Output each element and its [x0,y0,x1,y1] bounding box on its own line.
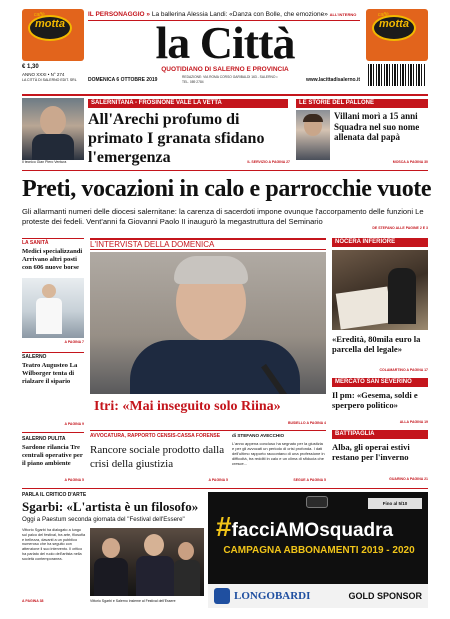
main-story-more[interactable]: DE STEFANO ALLE PAGINE 2 E 3 [372,226,428,230]
young-player-photo [296,110,330,160]
newspaper-subtitle: QUOTIDIANO DI SALERNO E PROVINCIA [161,66,289,73]
left-story2-kicker: SALERNO [22,354,47,360]
top-story-headline[interactable]: All'Arechi profumo di primato I granata sfidano l'emergenza [88,111,265,166]
left-story1-headline[interactable]: Medici specializzandi Arrivano altri posti con 606 nuove borse [22,248,83,271]
coach-photo-caption: Il tecnico Gian Piero Ventura [22,160,67,164]
side-story-more[interactable]: MOSCA A PAGINA 30 [392,160,428,164]
teaser-kicker: IL PERSONAGGIO [88,11,145,18]
ad-sponsor-tag: GOLD SPONSOR [348,591,422,601]
side-story-kicker: LE STORIE DEL PALLONE [296,99,428,108]
right-story2-kicker: MERCATO SAN SEVERINO [332,378,428,387]
left-story2-more[interactable]: A PAGINA 9 [64,422,84,426]
website[interactable]: www.lacittadisalerno.it [306,77,360,83]
ad-hashtag: facciAMOsquadra [231,520,394,541]
right-story1-headline[interactable]: «Eredità, 80mila euro la parcella del legale» [332,334,421,354]
column-byline: di STEFANO AVECCHIO [232,433,285,438]
bottom-story-subhead: Oggi a Paestum seconda giornata del "Festival dell'Essere" [22,516,185,523]
barcode [368,64,426,86]
promo-logo-small-text: caffè [378,12,389,18]
ad-campaign: CAMPAGNA ABBONAMENTI 2019 - 2020 [223,545,415,556]
promo-logo-text: motta [379,18,409,30]
main-summary: Gli allarmanti numeri delle diocesi salernitane: la carenza di sacerdoti impone ovunque l'accorpamento delle funzioni Le proteste dei fedeli. Vent'anni fa Giovanni Paolo II inaugurò la megastruttura del Seminario [22,207,424,226]
subscription-ad[interactable] [208,492,428,608]
sgarbi-photo-caption: Vittorio Sgarbi e Salerno insieme al Festival dell'Essere [90,599,176,603]
right-story3-kicker: BATTIPAGLIA [332,430,428,439]
lawyers-headline[interactable]: Rancore sociale prodotto dalla crisi della giustizia [90,444,225,470]
top-story-more[interactable]: IL SERVIZIO A PAGINA 27 [247,160,290,164]
right-story2-more[interactable]: ALLA PAGINA 19 [399,420,428,424]
masthead-rule [22,94,428,96]
left-col-rule [22,238,84,239]
ad-badge: Fino al 5/10 [368,498,422,509]
left-story1-more[interactable]: A PAGINA 7 [64,340,84,344]
promo-logo-left[interactable] [22,9,84,61]
price: € 1,30 [22,64,39,70]
lawyers-rule [90,430,326,431]
hashtag-symbol: # [216,511,232,542]
lawyers-kicker: AVVOCATURA, RAPPORTO CENSIS-CASSA FORENSE [90,433,221,439]
interview-kicker-bar [90,238,326,250]
coach-photo [22,98,84,160]
side-story-headline[interactable]: Villani morì a 15 anni Squadra nel suo nome allenata dal papà [334,111,420,142]
date-line: DOMENICA 6 OTTOBRE 2019 [88,77,158,83]
club-crest-icon [306,496,328,508]
main-headline[interactable]: Preti, vocazioni in calo e parrocchie vuote [22,176,432,202]
edition-publisher: LA CITTÀ DI SALERNO EDIT. SRL [22,78,77,82]
masthead-info: REDAZIONE: VIA ROMA CORSO GARIBALDI 163 - SALERNO • TEL. 089 2784 [182,75,278,84]
right-story2-headline[interactable]: Il pm: «Gesema, soldi e sperpero politico» [332,390,418,410]
bottom-story-text: Vittorio Sgarbi ha dialogato a lungo sul palco del festival, tra arte, filosofia e bellezza, davanti a un pubblico numeroso che ha seguito con attenzione il suo intervento. Il critico ha parlato del ruolo dell'artista nella società contemporanea. [22,528,86,561]
right-story3-headline[interactable]: Alba, gli operai estivi restano per l'inverno [332,442,410,462]
bottom-story-more[interactable]: A PAGINA 38 [22,599,44,603]
edition-number: ANNO XXXI • N° 274 [22,72,65,77]
promo-logo-small-text: caffè [34,12,45,18]
teaser-text: La ballerina Alessia Landi: «Danza con Bolle, che emozione» [151,11,328,18]
right-story3-more[interactable]: GUARINO A PAGINA 21 [389,477,428,481]
promo-logo-right[interactable] [366,9,428,61]
left-story3-headline[interactable]: Sardone rilancia Tre centrali operative per il piano ambiente [22,444,83,467]
section-rule [22,170,428,171]
left-story2-headline[interactable]: Teatro Augusteo La Wilborger tenta di rialzare il sipario [22,362,78,385]
top-story-kicker: SALERNITANA - FROSINONE VALE LA VETTA [88,99,288,108]
left-col-rule [22,352,84,353]
specialist-doctors-photo [22,278,84,338]
bottom-story-kicker: PARLA IL CRITICO D'ARTE [22,492,87,498]
left-story3-more[interactable]: A PAGINA 5 [64,478,84,482]
bottom-story-headline[interactable]: Sgarbi: «L'artista è un filosofo» [22,499,199,514]
chevron-right-icon: » [146,11,151,18]
interview-headline[interactable]: Itri: «Mai inseguito solo Riina» [94,399,281,414]
left-col-rule [22,432,84,433]
lawyers-more[interactable]: A PAGINA 5 [208,478,228,482]
sponsor-logo-icon [214,588,230,604]
newspaper-title[interactable]: la Città [155,17,295,68]
left-story1-kicker: LA SANITÀ [22,240,49,246]
column-text: L'anno appena concluso ha segnato per la giustizia e per gli avvocati un periodo di crisi profonda. I dati dell'ultimo rapporto raccontano di una professione in difficoltà, tra redditi in calo e un clima di sfiducia che cresce... [232,441,325,466]
right-story1-kicker: NOCERA INFERIORE [332,238,428,247]
interview-more[interactable]: BUSIELLO A PAGINA 4 [287,421,326,425]
promo-logo-text: motta [35,18,65,30]
bottom-section-rule [22,488,428,489]
sgarbi-photo [90,528,204,596]
ad-sponsor: LONGOBARDI [234,590,311,602]
column-more[interactable]: SEGUE A PAGINA 5 [293,478,326,482]
interview-headline-box [90,394,326,420]
court-documents-photo [332,250,428,330]
left-story3-kicker: SALERNO PULITA [22,436,66,442]
teaser-more: ALL'INTERNO [329,12,357,17]
interview-kicker: L'INTERVISTA DELLA DOMENICA [90,240,215,249]
right-story1-more[interactable]: COLAMARTINO A PAGINA 17 [379,368,428,372]
